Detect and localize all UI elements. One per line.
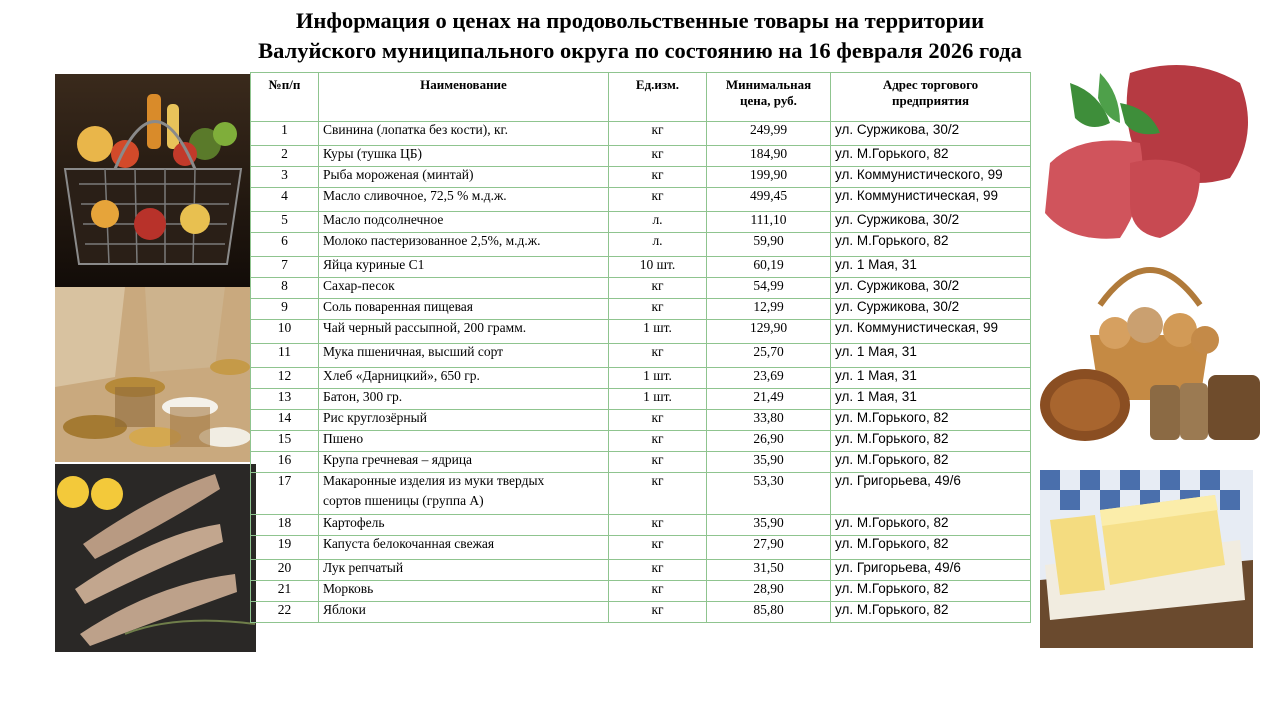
cell-address: ул. Суржикова, 30/2 bbox=[831, 212, 1031, 233]
cell-price: 499,45 bbox=[707, 188, 831, 212]
cell-name: Сахар-песок bbox=[319, 278, 609, 299]
price-table bbox=[250, 72, 1031, 623]
cell-unit: л. bbox=[609, 212, 707, 233]
cell-price: 28,90 bbox=[707, 581, 831, 602]
cell-num: 17 bbox=[251, 473, 319, 515]
cell-name: Чай черный рассыпной, 200 грамм. bbox=[319, 320, 609, 344]
cell-address: ул. М.Горького, 82 bbox=[831, 410, 1031, 431]
table-row bbox=[251, 581, 1031, 602]
cell-num: 5 bbox=[251, 212, 319, 233]
cell-address: ул. Григорьева, 49/6 bbox=[831, 473, 1031, 515]
cell-address: ул. Коммунистическая, 99 bbox=[831, 320, 1031, 344]
table-header-row bbox=[251, 73, 1031, 122]
cell-unit: 1 шт. bbox=[609, 389, 707, 410]
table-row bbox=[251, 560, 1031, 581]
bread-basket-icon bbox=[1040, 255, 1266, 450]
cell-unit: кг bbox=[609, 188, 707, 212]
cell-price: 184,90 bbox=[707, 146, 831, 167]
cell-num: 15 bbox=[251, 431, 319, 452]
cell-num: 9 bbox=[251, 299, 319, 320]
cell-unit: кг bbox=[609, 452, 707, 473]
meat-icon bbox=[1040, 53, 1260, 248]
cell-unit: 10 шт. bbox=[609, 257, 707, 278]
cell-unit: кг bbox=[609, 146, 707, 167]
cell-price: 31,50 bbox=[707, 560, 831, 581]
cell-num: 6 bbox=[251, 233, 319, 257]
table-row bbox=[251, 212, 1031, 233]
cell-address: ул. Суржикова, 30/2 bbox=[831, 278, 1031, 299]
cell-name: Молоко пастеризованное 2,5%, м.д.ж. bbox=[319, 233, 609, 257]
cell-price: 111,10 bbox=[707, 212, 831, 233]
cell-num: 13 bbox=[251, 389, 319, 410]
cell-price: 129,90 bbox=[707, 320, 831, 344]
cell-price: 26,90 bbox=[707, 431, 831, 452]
cell-address: ул. 1 Мая, 31 bbox=[831, 389, 1031, 410]
cell-name: Рис круглозёрный bbox=[319, 410, 609, 431]
cell-unit: кг bbox=[609, 431, 707, 452]
table-row bbox=[251, 344, 1031, 368]
cell-num: 20 bbox=[251, 560, 319, 581]
cell-unit: кг bbox=[609, 473, 707, 515]
cell-unit: 1 шт. bbox=[609, 320, 707, 344]
cell-num: 2 bbox=[251, 146, 319, 167]
cell-address: ул. М.Горького, 82 bbox=[831, 536, 1031, 560]
cell-price: 85,80 bbox=[707, 602, 831, 623]
cell-name: Пшено bbox=[319, 431, 609, 452]
cell-address: ул. М.Горького, 82 bbox=[831, 233, 1031, 257]
cell-num: 14 bbox=[251, 410, 319, 431]
cell-num: 19 bbox=[251, 536, 319, 560]
flour-grains-icon bbox=[55, 287, 251, 462]
cell-name bbox=[319, 473, 609, 515]
table-row bbox=[251, 320, 1031, 344]
fish-icon bbox=[55, 464, 256, 652]
cell-address: ул. Суржикова, 30/2 bbox=[831, 122, 1031, 146]
table-row bbox=[251, 122, 1031, 146]
cell-address: ул. 1 Мая, 31 bbox=[831, 368, 1031, 389]
cell-num: 18 bbox=[251, 515, 319, 536]
header-num: №п/п bbox=[251, 73, 319, 122]
cell-name: Картофель bbox=[319, 515, 609, 536]
cell-name: Капуста белокочанная свежая bbox=[319, 536, 609, 560]
cell-num: 7 bbox=[251, 257, 319, 278]
cell-price: 59,90 bbox=[707, 233, 831, 257]
cell-address: ул. 1 Мая, 31 bbox=[831, 257, 1031, 278]
cell-num: 3 bbox=[251, 167, 319, 188]
cell-price: 23,69 bbox=[707, 368, 831, 389]
cell-address: ул. 1 Мая, 31 bbox=[831, 344, 1031, 368]
cell-unit: 1 шт. bbox=[609, 368, 707, 389]
header-price-line-2: цена, руб. bbox=[740, 93, 797, 108]
header-unit: Ед.изм. bbox=[609, 73, 707, 122]
cell-address: ул. М.Горького, 82 bbox=[831, 581, 1031, 602]
cell-name: Соль поваренная пищевая bbox=[319, 299, 609, 320]
cell-unit: кг bbox=[609, 299, 707, 320]
cell-address: ул. Григорьева, 49/6 bbox=[831, 560, 1031, 581]
header-price bbox=[707, 73, 831, 122]
cell-unit: кг bbox=[609, 167, 707, 188]
table-row bbox=[251, 602, 1031, 623]
cell-unit: кг bbox=[609, 581, 707, 602]
cell-num: 10 bbox=[251, 320, 319, 344]
cell-address: ул. М.Горького, 82 bbox=[831, 602, 1031, 623]
cell-price: 35,90 bbox=[707, 515, 831, 536]
table-row bbox=[251, 515, 1031, 536]
cell-num: 12 bbox=[251, 368, 319, 389]
cell-num: 1 bbox=[251, 122, 319, 146]
header-address-line-2: предприятия bbox=[891, 93, 970, 108]
cell-unit: кг bbox=[609, 560, 707, 581]
cell-name: Масло сливочное, 72,5 % м.д.ж. bbox=[319, 188, 609, 212]
table-row bbox=[251, 299, 1031, 320]
cell-unit: л. bbox=[609, 233, 707, 257]
cell-unit: кг bbox=[609, 278, 707, 299]
title-line-1: Информация о ценах на продовольственные товары на территории bbox=[295, 8, 985, 33]
cell-unit: кг bbox=[609, 515, 707, 536]
cell-name: Яблоки bbox=[319, 602, 609, 623]
cell-name: Рыба мороженая (минтай) bbox=[319, 167, 609, 188]
cell-price: 35,90 bbox=[707, 452, 831, 473]
header-name: Наименование bbox=[319, 73, 609, 122]
cell-address: ул. М.Горького, 82 bbox=[831, 431, 1031, 452]
cell-name: Свинина (лопатка без кости), кг. bbox=[319, 122, 609, 146]
table-row bbox=[251, 431, 1031, 452]
table-row bbox=[251, 473, 1031, 515]
table-row bbox=[251, 146, 1031, 167]
cell-address: ул. М.Горького, 82 bbox=[831, 515, 1031, 536]
header-price-line-1: Минимальная bbox=[725, 77, 812, 92]
table-row bbox=[251, 536, 1031, 560]
cell-price: 33,80 bbox=[707, 410, 831, 431]
table-row bbox=[251, 389, 1031, 410]
cell-address: ул. Коммунистического, 99 bbox=[831, 167, 1031, 188]
header-address bbox=[831, 73, 1031, 122]
cell-name: Куры (тушка ЦБ) bbox=[319, 146, 609, 167]
cell-name: Батон, 300 гр. bbox=[319, 389, 609, 410]
grocery-basket-icon bbox=[55, 74, 251, 287]
cell-unit: кг bbox=[609, 410, 707, 431]
header-address-line-1: Адрес торгового bbox=[882, 77, 979, 92]
cell-name-line-2: сортов пшеницы (группа А) bbox=[323, 493, 484, 508]
cell-num: 4 bbox=[251, 188, 319, 212]
table-row bbox=[251, 368, 1031, 389]
cell-price: 27,90 bbox=[707, 536, 831, 560]
table-row bbox=[251, 410, 1031, 431]
cell-price: 53,30 bbox=[707, 473, 831, 515]
cell-address: ул. М.Горького, 82 bbox=[831, 146, 1031, 167]
cell-price: 60,19 bbox=[707, 257, 831, 278]
table-row bbox=[251, 233, 1031, 257]
butter-icon bbox=[1040, 470, 1253, 648]
table-row bbox=[251, 188, 1031, 212]
table-row bbox=[251, 167, 1031, 188]
cell-name: Масло подсолнечное bbox=[319, 212, 609, 233]
table-row bbox=[251, 452, 1031, 473]
cell-unit: кг bbox=[609, 344, 707, 368]
table-row bbox=[251, 257, 1031, 278]
cell-num: 22 bbox=[251, 602, 319, 623]
cell-price: 25,70 bbox=[707, 344, 831, 368]
cell-name: Лук репчатый bbox=[319, 560, 609, 581]
cell-name: Яйца куриные С1 bbox=[319, 257, 609, 278]
cell-address: ул. Суржикова, 30/2 bbox=[831, 299, 1031, 320]
cell-address: ул. Коммунистическая, 99 bbox=[831, 188, 1031, 212]
cell-unit: кг bbox=[609, 122, 707, 146]
cell-name: Мука пшеничная, высший сорт bbox=[319, 344, 609, 368]
cell-num: 16 bbox=[251, 452, 319, 473]
cell-name: Морковь bbox=[319, 581, 609, 602]
cell-price: 12,99 bbox=[707, 299, 831, 320]
cell-num: 11 bbox=[251, 344, 319, 368]
cell-price: 199,90 bbox=[707, 167, 831, 188]
cell-name: Хлеб «Дарницкий», 650 гр. bbox=[319, 368, 609, 389]
cell-name-line-1: Макаронные изделия из муки твердых bbox=[323, 473, 545, 488]
cell-price: 21,49 bbox=[707, 389, 831, 410]
cell-price: 249,99 bbox=[707, 122, 831, 146]
cell-address: ул. М.Горького, 82 bbox=[831, 452, 1031, 473]
cell-unit: кг bbox=[609, 602, 707, 623]
cell-num: 8 bbox=[251, 278, 319, 299]
table-row bbox=[251, 278, 1031, 299]
cell-price: 54,99 bbox=[707, 278, 831, 299]
cell-name: Крупа гречневая – ядрица bbox=[319, 452, 609, 473]
cell-unit: кг bbox=[609, 536, 707, 560]
title-line-2: Валуйского муниципального округа по состоянию на 16 февраля 2026 года bbox=[258, 38, 1022, 63]
cell-num: 21 bbox=[251, 581, 319, 602]
